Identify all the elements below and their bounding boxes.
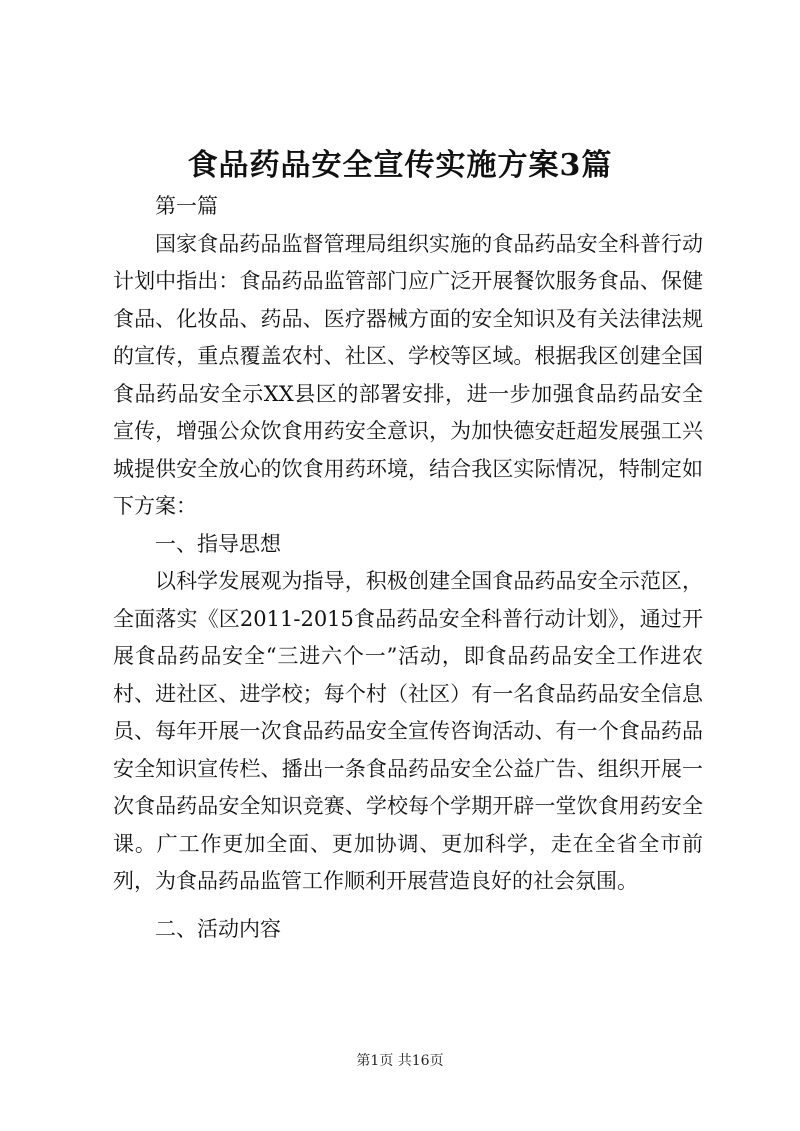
document-title: 食品药品安全宣传实施方案3篇 <box>187 148 613 183</box>
paragraph-intro: 国家食品药品监督管理局组织实施的食品药品安全科普行动计划中指出：食品药品监管部门应广泛开展餐饮服务食品、保健食品、化妆品、药品、医疗器械方面的安全知识及有关法律法规的宣传，重点覆盖农村、社区、学校等区域。根据我区创建全国食品药品安全示XX县区的部署安排，进一步加强食品药品安全宣传，增强公众饮食用药安全意识，为加快德安赶超发展强工兴城提供安全放心的饮食用药环境，结合我区实际情况，特制定如下方案： <box>113 231 703 518</box>
document-body <box>113 188 703 948</box>
heading-activity-content: 二、活动内容 <box>155 916 281 941</box>
page-number-footer: 第1页 共16页 <box>356 1053 444 1069</box>
heading-guiding-ideology: 一、指导思想 <box>155 531 281 556</box>
paragraph-guiding-ideology: 以科学发展观为指导，积极创建全国食品药品安全示范区，全面落实《区2011-2015食品药品安全科普行动计划》，通过开展食品药品安全“三进六个一”活动，即食品药品安全工作进农村、进社区、进学校；每个村（社区）有一名食品药品安全信息员、每年开展一次食品药品安全宣传咨询活动、有一个食品药品安全知识宣传栏、播出一条食品药品安全公益广告、组织开展一次食品药品安全知识竞赛、学校每个学期开辟一堂饮食用药安全课。广工作更加全面、更加协调、更加科学，走在全省全市前列，为食品药品监管工作顺利开展营造良好的社会氛围。 <box>113 569 703 893</box>
section-label: 第一篇 <box>155 194 218 218</box>
